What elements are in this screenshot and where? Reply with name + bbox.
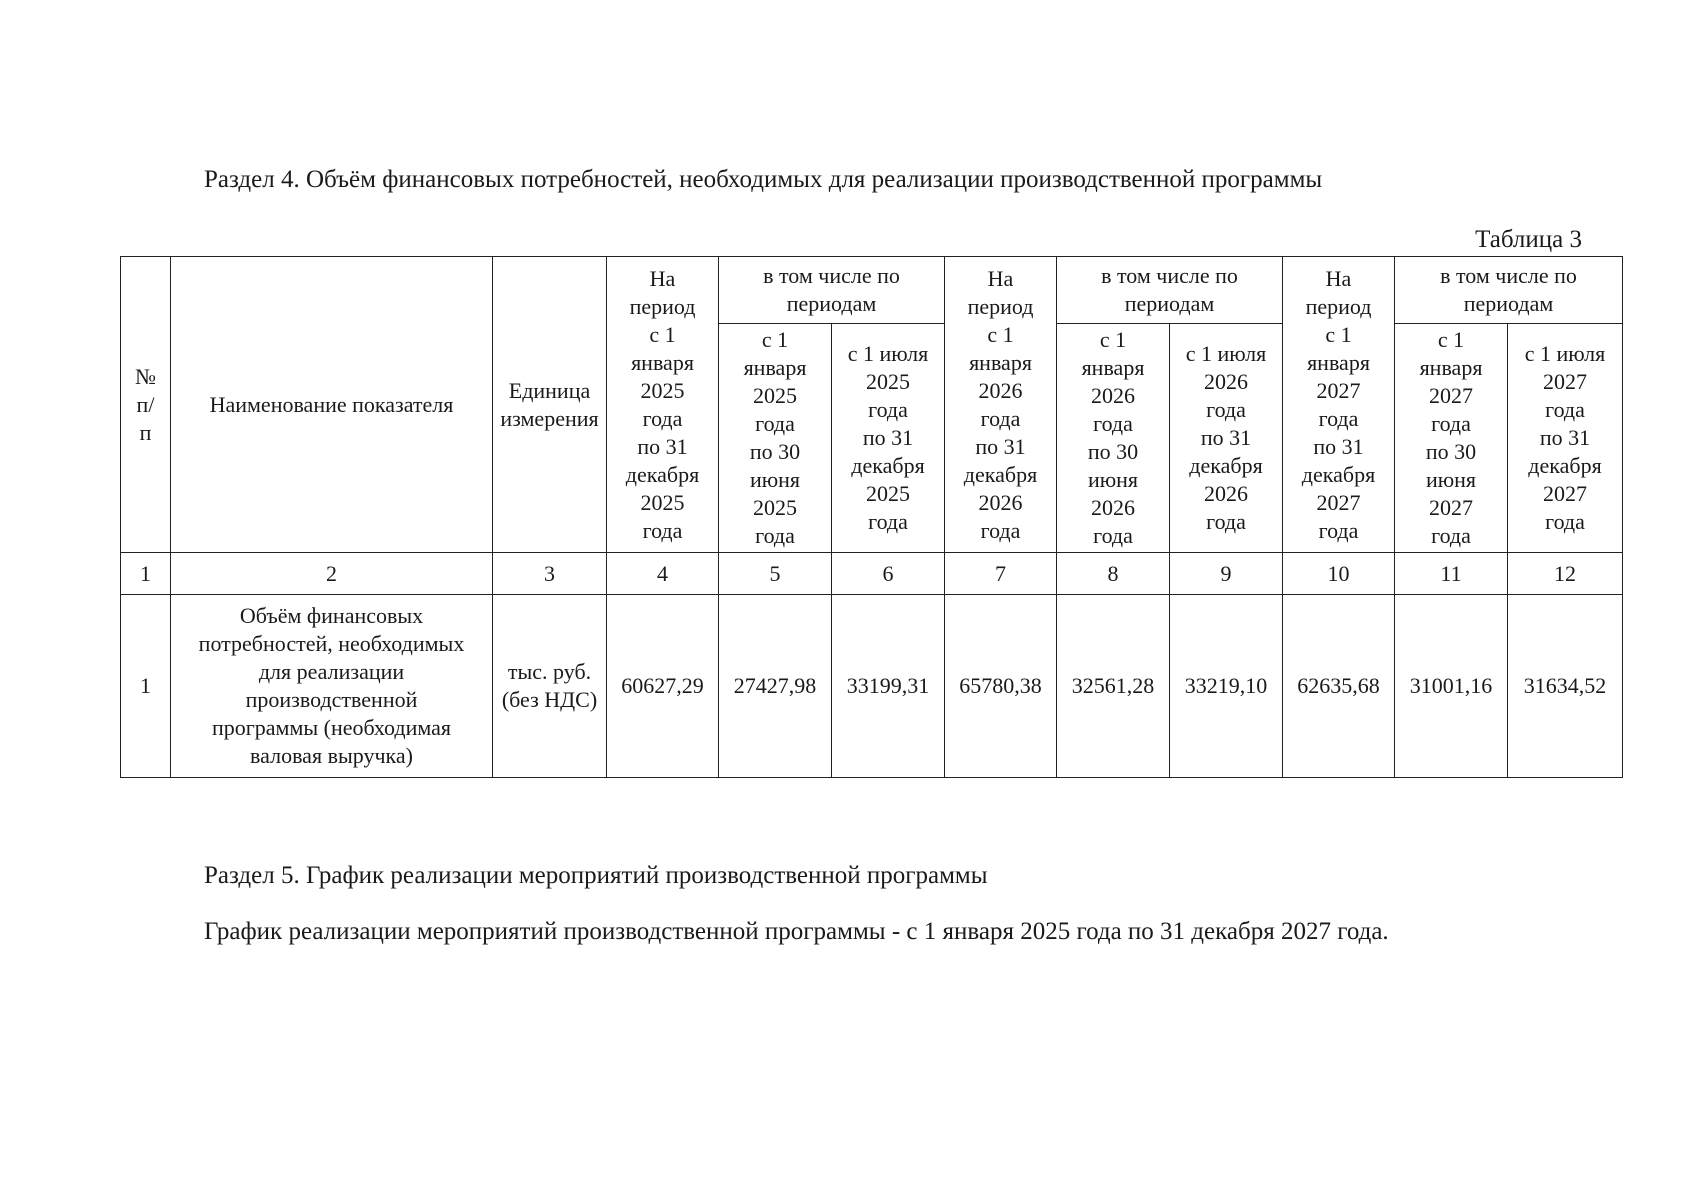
value-2027-h2: 31634,52 xyxy=(1508,595,1623,778)
section-5-heading: Раздел 5. График реализации мероприятий производственной программы xyxy=(204,862,988,889)
header-num: № п/ п xyxy=(121,257,171,553)
header-h2-2025: с 1 июля 2025 года по 31 декабря 2025 года xyxy=(832,324,945,553)
value-2026-h2: 33219,10 xyxy=(1170,595,1283,778)
column-number: 8 xyxy=(1057,553,1170,595)
column-number: 11 xyxy=(1395,553,1508,595)
column-number: 2 xyxy=(171,553,493,595)
section-4-heading: Раздел 4. Объём финансовых потребностей, необходимых для реализации производственной программы xyxy=(204,166,1323,193)
header-h1-2025: с 1 января 2025 года по 30 июня 2025 года xyxy=(719,324,832,553)
header-unit: Единица измерения xyxy=(493,257,607,553)
row-number: 1 xyxy=(121,595,171,778)
table-caption: Таблица 3 xyxy=(1475,226,1582,253)
column-number: 1 xyxy=(121,553,171,595)
header-period-2027: На период с 1 января 2027 года по 31 декабря 2027 года xyxy=(1283,257,1395,553)
column-number-row xyxy=(121,553,1623,595)
header-h1-2026: с 1 января 2026 года по 30 июня 2026 года xyxy=(1057,324,1170,553)
value-2025-h2: 33199,31 xyxy=(832,595,945,778)
header-h2-2026: с 1 июля 2026 года по 31 декабря 2026 года xyxy=(1170,324,1283,553)
financial-needs-table xyxy=(120,256,1623,778)
unit-value: тыс. руб. (без НДС) xyxy=(493,595,607,778)
header-h2-2027: с 1 июля 2027 года по 31 декабря 2027 года xyxy=(1508,324,1623,553)
header-including-2025: в том числе по периодам xyxy=(719,257,945,324)
column-number: 7 xyxy=(945,553,1057,595)
column-number: 4 xyxy=(607,553,719,595)
header-name: Наименование показателя xyxy=(171,257,493,553)
header-period-2026: На период с 1 января 2026 года по 31 декабря 2026 года xyxy=(945,257,1057,553)
value-2025-h1: 27427,98 xyxy=(719,595,832,778)
column-number: 10 xyxy=(1283,553,1395,595)
table-row xyxy=(121,595,1623,778)
header-including-2026: в том числе по периодам xyxy=(1057,257,1283,324)
value-2027-total: 62635,68 xyxy=(1283,595,1395,778)
column-number: 9 xyxy=(1170,553,1283,595)
header-period-2025: На период с 1 января 2025 года по 31 декабря 2025 года xyxy=(607,257,719,553)
value-2026-h1: 32561,28 xyxy=(1057,595,1170,778)
header-row-1 xyxy=(121,257,1623,324)
column-number: 12 xyxy=(1508,553,1623,595)
indicator-name: Объём финансовых потребностей, необходимых для реализации производственной программы (необходимая валовая выручка) xyxy=(171,595,493,778)
value-2026-total: 65780,38 xyxy=(945,595,1057,778)
schedule-text: График реализации мероприятий производственной программы - с 1 января 2025 года по 31 декабря 2027 года. xyxy=(204,918,1389,945)
column-number: 3 xyxy=(493,553,607,595)
header-including-2027: в том числе по периодам xyxy=(1395,257,1623,324)
value-2027-h1: 31001,16 xyxy=(1395,595,1508,778)
column-number: 6 xyxy=(832,553,945,595)
value-2025-total: 60627,29 xyxy=(607,595,719,778)
column-number: 5 xyxy=(719,553,832,595)
header-h1-2027: с 1 января 2027 года по 30 июня 2027 года xyxy=(1395,324,1508,553)
